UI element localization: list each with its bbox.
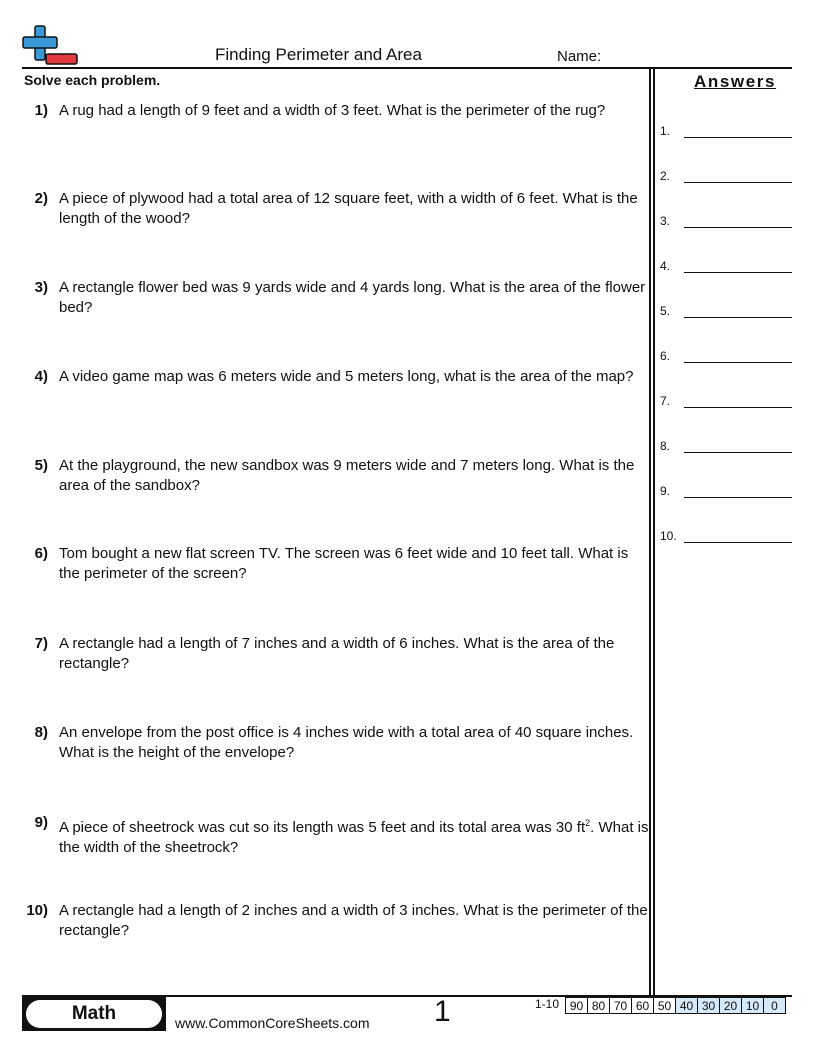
answer-label: 9. (660, 484, 671, 498)
answer-line-6[interactable] (660, 349, 792, 363)
problem-text: A video game map was 6 meters wide and 5 meters long, what is the area of the map? (59, 368, 634, 385)
problem-text: A rectangle had a length of 2 inches and a width of 3 inches. What is the perimeter of the rectangle? (59, 902, 648, 939)
score-cell: 30 (698, 998, 720, 1014)
answer-line-5[interactable] (660, 304, 792, 318)
page-number: 1 (434, 995, 451, 1028)
answer-label: 1. (660, 124, 671, 138)
problem-number: 8) (34, 724, 48, 741)
answer-line-10[interactable] (660, 529, 792, 543)
score-cell: 10 (742, 998, 764, 1014)
problem-number: 10) (26, 902, 48, 919)
score-table (565, 997, 786, 1014)
problem-number: 9) (34, 814, 48, 831)
score-cell: 70 (610, 998, 632, 1014)
column-divider-inner (653, 68, 655, 996)
plus-minus-logo-icon (22, 24, 80, 68)
problem-number: 5) (34, 457, 48, 474)
answer-line-2[interactable] (660, 169, 792, 183)
answer-label: 3. (660, 214, 671, 228)
problem-number: 2) (34, 190, 48, 207)
score-cell: 90 (566, 998, 588, 1014)
score-cell: 50 (654, 998, 676, 1014)
problem-number: 3) (34, 279, 48, 296)
answer-label: 6. (660, 349, 671, 363)
score-cell: 80 (588, 998, 610, 1014)
answers-title: Answers (694, 72, 777, 91)
problem-text: A rectangle had a length of 7 inches and a width of 6 inches. What is the area of the rectangle? (59, 635, 615, 672)
problem-number: 1) (34, 102, 48, 119)
answer-label: 8. (660, 439, 671, 453)
header-rule (22, 67, 792, 69)
answer-line-7[interactable] (660, 394, 792, 408)
instructions: Solve each problem. (24, 72, 161, 88)
problem-text: An envelope from the post office is 4 inches wide with a total area of 40 square inches. What is the height of the envelope? (59, 724, 634, 761)
answer-label: 5. (660, 304, 671, 318)
problem-text: A rug had a length of 9 feet and a width of 3 feet. What is the perimeter of the rug? (59, 102, 606, 119)
problem-text (59, 813, 649, 858)
problem-text: A piece of plywood had a total area of 12 square feet, with a width of 6 feet. What is the length of the wood? (59, 190, 638, 227)
score-range-label: 1-10 (535, 997, 560, 1011)
problem-text: Tom bought a new flat screen TV. The screen was 6 feet wide and 10 feet tall. What is the perimeter of the screen? (59, 545, 629, 582)
page-title: Finding Perimeter and Area (215, 45, 422, 64)
answer-line-4[interactable] (660, 259, 792, 273)
problem-text-before: A piece of sheetrock was cut so its length was 5 feet and its total area was 30 ft (59, 819, 586, 836)
answer-label: 2. (660, 169, 671, 183)
score-cell: 20 (720, 998, 742, 1014)
name-label: Name: (557, 48, 602, 65)
subject-badge (22, 997, 166, 1031)
answer-line-3[interactable] (660, 214, 792, 228)
problem-number: 4) (34, 368, 48, 385)
answer-line-1[interactable] (660, 124, 792, 138)
problem-text: At the playground, the new sandbox was 9 meters wide and 7 meters long. What is the area of the sandbox? (59, 457, 635, 494)
answer-label: 7. (660, 394, 671, 408)
answer-line-8[interactable] (660, 439, 792, 453)
problem-text: A rectangle flower bed was 9 yards wide and 4 yards long. What is the area of the flower bed? (59, 279, 646, 316)
column-divider (649, 68, 651, 996)
answer-label: 10. (660, 529, 677, 543)
superscript: 2 (585, 818, 591, 828)
score-cell: 0 (764, 998, 786, 1014)
problem-text-after: . What is the width of the sheetrock? (59, 819, 649, 856)
answer-label: 4. (660, 259, 671, 273)
problem-number: 7) (34, 635, 48, 652)
score-cell: 60 (632, 998, 654, 1014)
answer-line-9[interactable] (660, 484, 792, 498)
score-cell: 40 (676, 998, 698, 1014)
problem-number: 6) (34, 545, 48, 562)
website-link[interactable]: www.CommonCoreSheets.com (175, 1015, 370, 1031)
subject-label: Math (26, 1000, 162, 1028)
